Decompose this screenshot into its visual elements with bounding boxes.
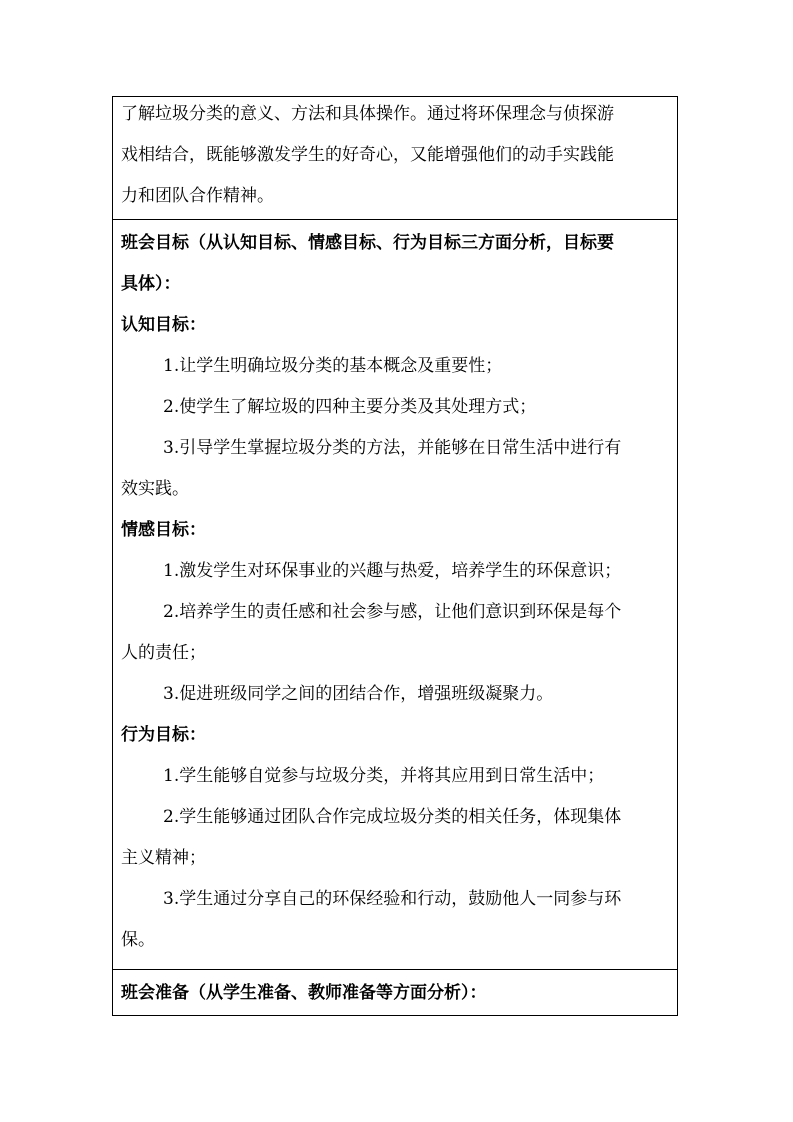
intro-line-3: 力和团队合作精神。 [121, 186, 274, 206]
goals-heading-line-2: 具体）： [121, 274, 181, 294]
behavioral-goal-item-3-cont: 保。 [121, 930, 155, 950]
behavioral-goals-title: 行为目标： [121, 725, 206, 745]
intro-line-1: 了解垃圾分类的意义、方法和具体操作。通过将环保理念与侦探游 [121, 104, 614, 124]
emotional-goal-item-3: 3.促进班级同学之间的团结合作，增强班级凝聚力。 [163, 684, 554, 704]
cognitive-goal-item-3: 3.引导学生掌握垃圾分类的方法，并能够在日常生活中进行有 [163, 438, 622, 458]
emotional-goal-item-1: 1.激发学生对环保事业的兴趣与热爱，培养学生的环保意识； [163, 561, 622, 581]
emotional-goals-title: 情感目标： [121, 520, 206, 540]
behavioral-goal-item-2: 2.学生能够通过团队合作完成垃圾分类的相关任务，体现集体 [163, 807, 622, 827]
goals-cell [113, 220, 677, 970]
preparation-heading: 班会准备（从学生准备、教师准备等方面分析）： [121, 983, 487, 1003]
emotional-goal-item-2-cont: 人的责任； [121, 643, 206, 663]
cognitive-goal-item-1: 1.让学生明确垃圾分类的基本概念及重要性； [163, 356, 503, 376]
intro-line-2: 戏相结合，既能够激发学生的好奇心，又能增强他们的动手实践能 [121, 145, 614, 165]
emotional-goal-item-2: 2.培养学生的责任感和社会参与感，让他们意识到环保是每个 [163, 602, 622, 622]
cognitive-goal-item-2: 2.使学生了解垃圾的四种主要分类及其处理方式； [163, 397, 537, 417]
goals-heading-line-1: 班会目标（从认知目标、情感目标、行为目标三方面分析，目标要 [121, 233, 614, 253]
behavioral-goal-item-2-cont: 主义精神； [121, 848, 206, 868]
cognitive-goal-item-3-cont: 效实践。 [121, 479, 189, 499]
behavioral-goal-item-3: 3.学生通过分享自己的环保经验和行动，鼓励他人一同参与环 [163, 889, 622, 909]
lesson-plan-table [112, 96, 678, 1016]
cognitive-goals-title: 认知目标： [121, 315, 206, 335]
preparation-cell [113, 970, 677, 1015]
behavioral-goal-item-1: 1.学生能够自觉参与垃圾分类，并将其应用到日常生活中； [163, 766, 605, 786]
intro-cell [113, 94, 677, 220]
